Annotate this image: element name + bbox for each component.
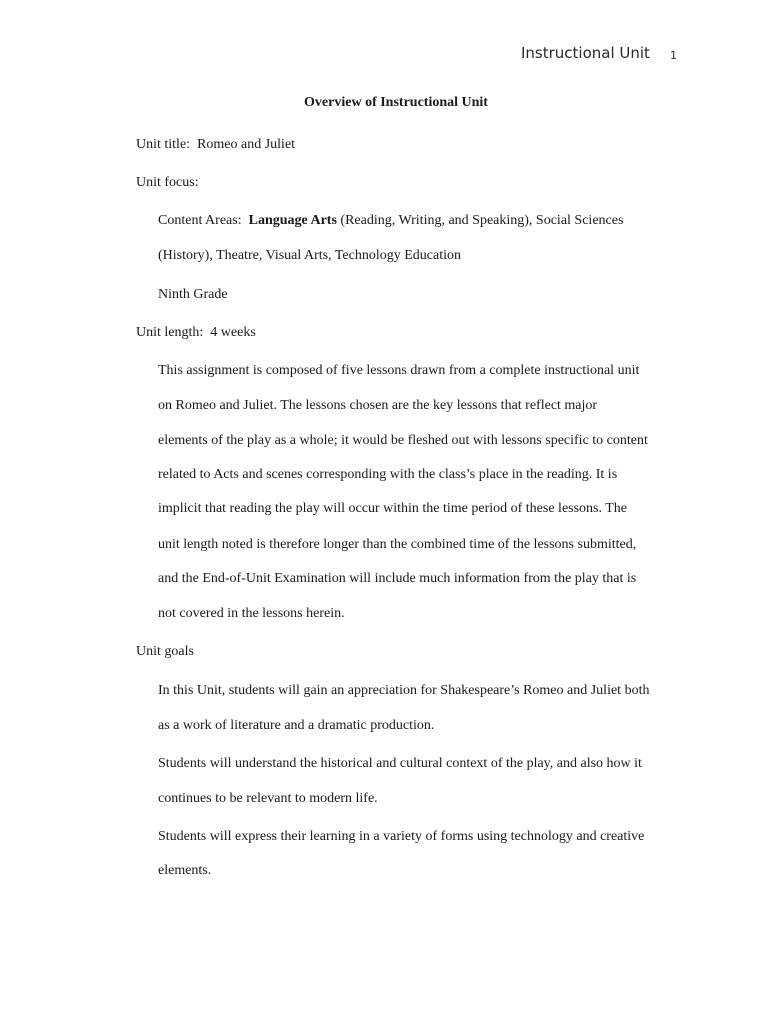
unit-length-label: Unit length:: [136, 325, 204, 340]
content-areas-line-2: (History), Theatre, Visual Arts, Technology Education: [158, 248, 462, 263]
unit-length-value: 4 weeks: [210, 325, 256, 340]
goal-line: Students will express their learning in a variety of forms using technology and creative: [158, 829, 645, 844]
paragraph-line: This assignment is composed of five lessons drawn from a complete instructional unit: [158, 363, 640, 378]
goal-line: Students will understand the historical and cultural context of the play, and also how it: [158, 756, 642, 771]
unit-focus-label: Unit focus:: [136, 175, 199, 190]
paragraph-line: not covered in the lessons herein.: [158, 606, 345, 621]
paragraph-line: implicit that reading the play will occur within the time period of these lessons. The: [158, 501, 628, 516]
goal-line: continues to be relevant to modern life.: [158, 791, 378, 806]
goal-line: In this Unit, students will gain an appreciation for Shakespeare’s Romeo and Juliet both: [158, 683, 650, 698]
paragraph-line: related to Acts and scenes corresponding with the class’s place in the reading. It is: [158, 467, 618, 482]
page-number: 1: [670, 49, 677, 62]
unit-title-label: Unit title:: [136, 137, 191, 152]
content-areas-rest: (Reading, Writing, and Speaking), Social Sciences: [340, 213, 624, 228]
goal-line: elements.: [158, 863, 212, 878]
running-head-title: Instructional Unit: [521, 44, 650, 62]
content-areas-label: Content Areas:: [158, 213, 242, 228]
content-areas-line-1: [158, 213, 623, 229]
unit-goals-label: Unit goals: [136, 644, 194, 659]
document-title: Overview of Instructional Unit: [304, 95, 488, 110]
paragraph-line: on Romeo and Juliet. The lessons chosen are the key lessons that reflect major: [158, 398, 598, 413]
paragraph-line: unit length noted is therefore longer than the combined time of the lessons submitted,: [158, 537, 637, 552]
paragraph-line: elements of the play as a whole; it would be fleshed out with lessons specific to content: [158, 433, 648, 448]
unit-length-line: [136, 325, 256, 341]
content-areas-primary: Language Arts: [248, 213, 337, 228]
unit-title-line: [136, 137, 295, 153]
goal-line: as a work of literature and a dramatic production.: [158, 718, 435, 733]
paragraph-line: and the End-of-Unit Examination will include much information from the play that is: [158, 571, 637, 586]
grade-level: Ninth Grade: [158, 287, 228, 302]
unit-title-value: Romeo and Juliet: [197, 137, 296, 152]
